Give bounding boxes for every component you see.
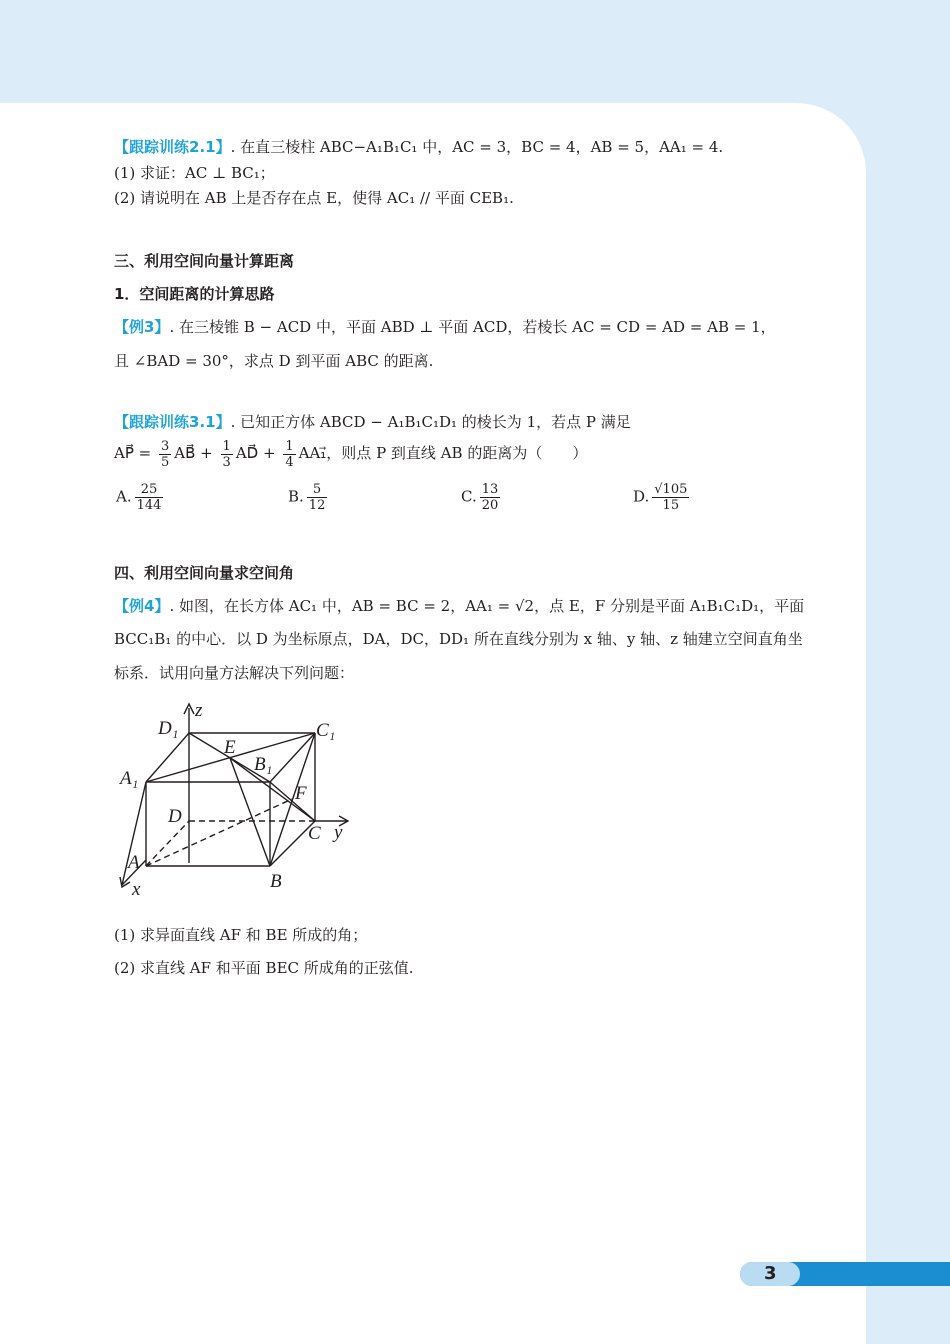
numerator: √105: [654, 482, 688, 497]
denominator: 5: [161, 454, 170, 470]
exercise-tag: 【跟踪训练3.1】: [114, 413, 231, 431]
fraction: [307, 482, 328, 513]
option-label: A.: [116, 487, 132, 506]
example-4-line-3: 标系．试用向量方法解决下列问题：: [114, 664, 355, 682]
denominator: 144: [136, 498, 162, 513]
numerator: 13: [481, 482, 499, 497]
vector-term: AA₁⃗: [298, 444, 327, 462]
label-a: A: [128, 852, 140, 873]
denominator: 4: [285, 454, 294, 470]
exercise-2-1: [114, 137, 723, 157]
option-label: D.: [633, 487, 650, 506]
example-3: [114, 317, 776, 337]
example-text: . 在三棱锥 B − ACD 中，平面 ABD ⊥ 平面 ACD，若棱长 AC = CD = AD = AB = 1，: [169, 318, 776, 336]
edge-b1c1: [270, 733, 315, 782]
option-label: C.: [461, 487, 477, 506]
denominator: 15: [662, 498, 680, 513]
fraction: [283, 439, 295, 470]
example-4-part-2: (2) 求直线 AF 和平面 BEC 所成角的正弦值.: [114, 959, 414, 977]
example-text: . 如图，在长方体 AC₁ 中，AB = BC = 2，AA₁ = √2，点 E，F 分别是平面 A₁B₁C₁D₁，平面: [169, 597, 805, 615]
exercise-3-1: [114, 412, 631, 432]
option-d: [633, 482, 692, 513]
example-4-part-1: (1) 求异面直线 AF 和 BE 所成的角；: [114, 926, 368, 944]
section-4-heading: 四、利用空间向量求空间角: [114, 564, 295, 582]
exercise-3-1-equation: [114, 436, 587, 470]
exercise-2-1-part-2: (2) 请说明在 AB 上是否存在点 E，使得 AC₁ // 平面 CEB₁.: [114, 189, 514, 207]
numerator: 5: [307, 482, 328, 498]
fraction: [480, 482, 501, 513]
cuboid-figure: [112, 698, 362, 898]
vector-term: AB⃗ +: [174, 444, 213, 462]
exercise-text: . 在直三棱柱 ABC−A₁B₁C₁ 中，AC = 3，BC = 4，AB = 5，AA₁ = 4.: [230, 138, 724, 156]
fraction: [159, 439, 171, 470]
numerator: 1: [222, 438, 231, 454]
exercise-text: . 已知正方体 ABCD − A₁B₁C₁D₁ 的棱长为 1，若点 P 满足: [230, 413, 631, 431]
label-e: E: [224, 737, 236, 758]
eq-tail: ，则点 P 到直线 AB 的距离为（ ）: [326, 444, 588, 462]
denominator: 20: [481, 498, 499, 513]
option-label: B.: [288, 487, 304, 506]
label-z: z: [195, 700, 203, 721]
fraction: [652, 482, 689, 513]
option-b: [288, 482, 330, 513]
label-b: B: [270, 871, 282, 892]
label-c: C: [308, 823, 321, 844]
section-3-heading: 三、利用空间向量计算距离: [114, 252, 295, 270]
option-c: [461, 482, 503, 513]
option-a: [116, 482, 166, 513]
example-4: [114, 596, 804, 616]
label-c1: C₁: [316, 720, 336, 741]
example-tag: 【例4】: [114, 597, 170, 615]
exercise-tag: 【跟踪训练2.1】: [114, 138, 231, 156]
exercise-2-1-part-1: (1) 求证：AC ⊥ BC₁；: [114, 164, 275, 182]
example-3-cont: 且 ∠BAD = 30°，求点 D 到平面 ABC 的距离.: [114, 352, 434, 370]
example-4-line-2: BCC₁B₁ 的中心．以 D 为坐标原点，DA，DC，DD₁ 所在直线分别为 x 轴、y 轴、z 轴建立空间直角坐: [114, 630, 803, 648]
example-tag: 【例3】: [114, 318, 170, 336]
denominator: 12: [308, 498, 326, 513]
diag-bc1: [270, 733, 315, 866]
page-number: 3: [764, 1263, 777, 1284]
vector-term: AD⃗ +: [235, 444, 276, 462]
eq-lhs: AP⃗ =: [114, 444, 152, 462]
numerator: 1: [285, 438, 294, 454]
numerator: 25: [135, 482, 164, 498]
label-x: x: [132, 879, 141, 898]
edge-ad: [146, 821, 189, 866]
label-y: y: [334, 822, 343, 843]
fraction: [221, 439, 233, 470]
section-3-1-heading: 1．空间距离的计算思路: [114, 285, 275, 303]
label-d1: D₁: [158, 718, 179, 739]
denominator: 3: [222, 454, 231, 470]
label-b1: B₁: [254, 754, 273, 775]
edge-a1d1: [146, 733, 189, 782]
numerator: 3: [161, 438, 170, 454]
label-a1: A₁: [120, 768, 139, 789]
fraction: [135, 482, 164, 513]
label-f: F: [295, 783, 307, 804]
label-d: D: [168, 806, 182, 827]
